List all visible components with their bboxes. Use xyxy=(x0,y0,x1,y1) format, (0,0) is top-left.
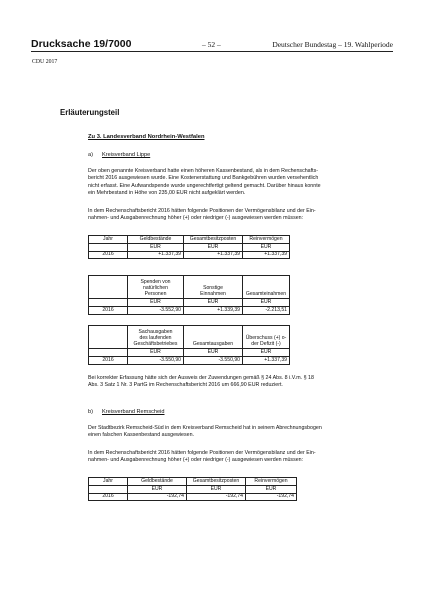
table-cell: EUR xyxy=(187,485,246,493)
lippe-expense-table xyxy=(88,325,290,365)
table-cell: EUR xyxy=(184,243,243,251)
table-row xyxy=(89,356,290,364)
table-header-cell: Sonstige Einnahmen xyxy=(184,276,243,299)
part-b-title: Kreisverband Remscheid xyxy=(102,409,165,415)
table-cell: -192,74 xyxy=(246,493,297,501)
table-cell: 2016 xyxy=(89,356,128,364)
table-cell: -3.550,90 xyxy=(184,356,243,364)
lippe-balance-table xyxy=(88,235,290,259)
table-cell: 2016 xyxy=(89,493,128,501)
document-number: Drucksache 19/7000 xyxy=(31,38,132,50)
party-year-label: CDU 2017 xyxy=(32,59,58,65)
part-a-label: a) xyxy=(88,152,93,158)
table-cell: 2016 xyxy=(89,251,128,259)
part-b-paragraph-1: Der Stadtbezirk Remscheid-Süd in dem Kreisverband Remscheid hat in seinem Abrechnungsbogen einen falschen Kassenbestand ausgewiesen. xyxy=(88,425,322,439)
table-cell: +1.337,39 xyxy=(128,251,184,259)
table-header-cell: Gesamtbesitzposten xyxy=(187,478,246,486)
table-header-cell: Spenden von natürlichen Personen xyxy=(128,276,184,299)
table-cell: 2016 xyxy=(89,306,128,314)
table-cell xyxy=(89,485,128,493)
table-cell: +1.337,39 xyxy=(184,251,243,259)
lippe-income-table xyxy=(88,275,290,315)
table-header-row xyxy=(89,478,297,486)
table-header-cell xyxy=(89,276,128,299)
publisher-label: Deutscher Bundestag – 19. Wahlperiode xyxy=(272,40,393,49)
table-cell xyxy=(89,349,128,357)
table-unit-row xyxy=(89,243,290,251)
table-cell: EUR xyxy=(128,299,184,307)
table-cell: EUR xyxy=(184,349,243,357)
table-header-cell: Überschuss (+) o- der Defizit (-) xyxy=(243,326,290,349)
table-header-row xyxy=(89,326,290,349)
table-row xyxy=(89,306,290,314)
table-header-row xyxy=(89,236,290,244)
part-a-title: Kreisverband Lippe xyxy=(102,152,151,158)
table-header-cell: Reinvermögen xyxy=(246,478,297,486)
subsection-title: Zu 3. Landesverband Nordrhein-Westfalen xyxy=(88,134,205,140)
part-a-heading xyxy=(88,152,150,158)
table-row xyxy=(89,493,297,501)
table-cell: -3.552,90 xyxy=(128,306,184,314)
table-cell xyxy=(89,299,128,307)
table-cell: EUR xyxy=(246,485,297,493)
section-title: Erläuterungsteil xyxy=(60,108,120,117)
table-unit-row xyxy=(89,299,290,307)
table-header-cell: Gesamteinahmen xyxy=(243,276,290,299)
table-cell: EUR xyxy=(184,299,243,307)
table-unit-row xyxy=(89,349,290,357)
table-cell: +1.337,39 xyxy=(243,251,290,259)
part-a-paragraph-1: Der oben genannte Kreisverband hatte einen höheren Kassenbestand, als in dem Rechenschafts- bericht 2016 ausgewiesen wurde. Eine Kostenerstattung und Bankgebühren wurden versehentlich nicht erfasst. Eine Aufwandspende wurde ungerechtfertigt geltend gemacht. Darüber hinaus konnte ein Mehrbestand in Höhe von 235,00 EUR nicht aufgeklärt werden. xyxy=(88,168,321,197)
remscheid-balance-table xyxy=(88,477,297,501)
table-cell xyxy=(89,243,128,251)
table-header-row xyxy=(89,276,290,299)
table-cell: +1.337,39 xyxy=(243,356,290,364)
table-header-cell: Gesamtausgaben xyxy=(184,326,243,349)
table-cell: EUR xyxy=(128,349,184,357)
table-cell: -2.213,51 xyxy=(243,306,290,314)
table-header-cell: Gesamtbesitzposten xyxy=(184,236,243,244)
part-b-label: b) xyxy=(88,409,93,415)
table-row xyxy=(89,251,290,259)
part-b-paragraph-2: In dem Rechenschaftsbericht 2016 hätten folgende Positionen der Vermögensbilanz und der Ein- nahmen- und Ausgabenrechnung höher (+) oder niedriger (-) ausgewiesen werden müssen: xyxy=(88,450,316,464)
running-header xyxy=(31,39,393,52)
table-cell: -3.550,90 xyxy=(128,356,184,364)
table-cell: -192,74 xyxy=(187,493,246,501)
table-cell: EUR xyxy=(243,299,290,307)
table-header-cell: Reinvermögen xyxy=(243,236,290,244)
table-cell: EUR xyxy=(128,243,184,251)
table-cell: EUR xyxy=(243,243,290,251)
table-header-cell: Jahr xyxy=(89,478,128,486)
part-b-heading xyxy=(88,409,165,415)
part-a-paragraph-3: Bei korrekter Erfassung hätte sich der Ausweis der Zuwendungen gemäß § 24 Abs. 8 i.V.m. § 18 Abs. 3 Satz 1 Nr. 3 PartG im Rechenschaftsbericht 2016 um 666,90 EUR reduziert. xyxy=(88,375,314,389)
table-cell: -192,74 xyxy=(128,493,187,501)
part-a-paragraph-2: In dem Rechenschaftsbericht 2016 hätten folgende Positionen der Vermögensbilanz und der Ein- nahmen- und Ausgabenrechnung höher (+) oder niedriger (-) ausgewiesen werden müssen: xyxy=(88,208,316,222)
table-header-cell: Geldbestände xyxy=(128,478,187,486)
table-header-cell xyxy=(89,326,128,349)
table-header-cell: Geldbestände xyxy=(128,236,184,244)
page-number: – 52 – xyxy=(202,40,221,49)
table-header-cell: Jahr xyxy=(89,236,128,244)
table-unit-row xyxy=(89,485,297,493)
table-cell: +1.339,39 xyxy=(184,306,243,314)
table-cell: EUR xyxy=(128,485,187,493)
table-cell: EUR xyxy=(243,349,290,357)
table-header-cell: Sachausgaben des laufenden Geschäftsbetriebes xyxy=(128,326,184,349)
